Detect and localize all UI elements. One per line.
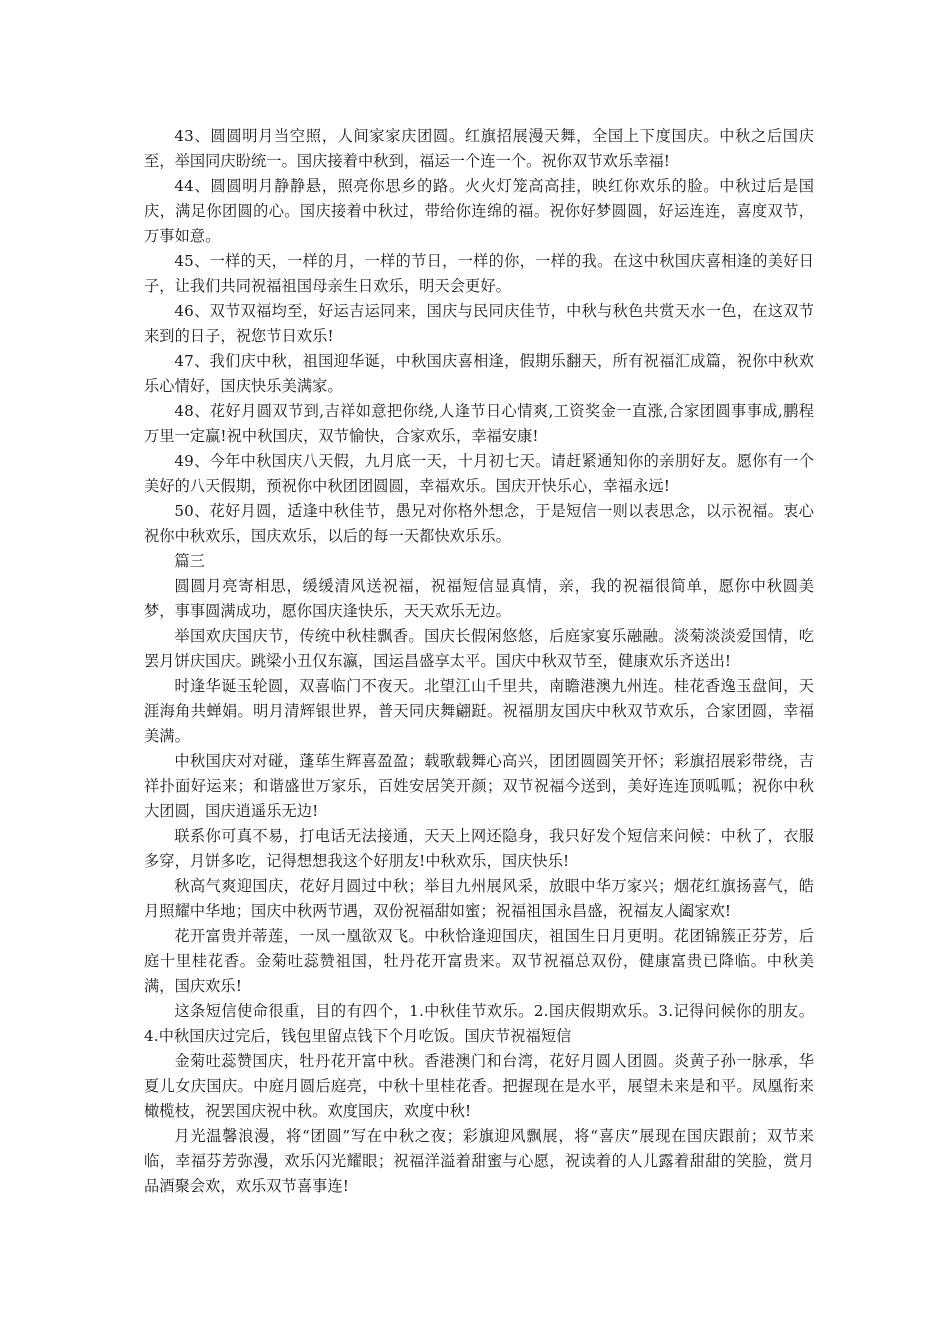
paragraph: 时逢华诞玉轮圆，双喜临门不夜天。北望江山千里共，南瞻港澳九州连。桂花香逸玉盘间，天涯海角共蝉娟。明月清辉银世界，普天同庆舞翩跹。祝福朋友国庆中秋双节欢乐，合家团圆，幸福美满。	[144, 677, 814, 745]
paragraph: 联系你可真不易，打电话无法接通，天天上网还隐身，我只好发个短信来问候：中秋了，衣服多穿，月饼多吃，记得想想我这个好朋友!中秋欢乐，国庆快乐!	[144, 827, 814, 870]
paragraph-46: 46、双节双福均至，好运吉运同来，国庆与民同庆佳节，中秋与秋色共赏天水一色，在这双节来到的日子，祝您节日欢乐!	[144, 302, 814, 345]
paragraph-48: 48、花好月圆双节到,吉祥如意把你绕,人逢节日心情爽,工资奖金一直涨,合家团圆事事成,鹏程万里一定赢!祝中秋国庆，双节愉快，合家欢乐，幸福安康!	[144, 402, 814, 445]
paragraph-49: 49、今年中秋国庆八天假，九月底一天，十月初七天。请赶紧通知你的亲朋好友。愿你有一个美好的八天假期，预祝你中秋团团圆圆，幸福欢乐。国庆开快乐心，幸福永远!	[144, 452, 814, 495]
paragraph-47: 47、我们庆中秋，祖国迎华诞，中秋国庆喜相逢，假期乐翻天，所有祝福汇成篇，祝你中秋欢乐心情好，国庆快乐美满家。	[144, 352, 814, 395]
paragraph-45: 45、一样的天，一样的月，一样的节日，一样的你，一样的我。在这中秋国庆喜相逢的美好日子，让我们共同祝福祖国母亲生日欢乐，明天会更好。	[144, 252, 814, 295]
paragraph: 中秋国庆对对碰，蓬荜生辉喜盈盈；载歌载舞心高兴，团团圆圆笑开怀；彩旗招展彩带绕，吉祥扑面好运来；和谐盛世万家乐，百姓安居笑开颜；双节祝福今送到，美好连连顶呱呱；祝你中秋大团圆，国庆逍遥乐无边!	[144, 752, 814, 820]
paragraph: 秋高气爽迎国庆，花好月圆过中秋；举目九州展风采，放眼中华万家兴；烟花红旗扬喜气，皓月照耀中华地；国庆中秋两节遇，双份祝福甜如蜜；祝福祖国永昌盛，祝福友人阖家欢!	[144, 877, 814, 920]
paragraph: 举国欢庆国庆节，传统中秋桂飘香。国庆长假闲悠悠，后庭家宴乐融融。淡菊淡淡爱国情，吃罢月饼庆国庆。跳梁小丑仅东瀛，国运昌盛享太平。国庆中秋双节至，健康欢乐齐送出!	[144, 627, 814, 670]
paragraph-43: 43、圆圆明月当空照，人间家家庆团圆。红旗招展漫天舞，全国上下度国庆。中秋之后国庆至，举国同庆盼统一。国庆接着中秋到，福运一个连一个。祝你双节欢乐幸福!	[144, 127, 814, 170]
paragraph: 金菊吐蕊赞国庆，牡丹花开富中秋。香港澳门和台湾，花好月圆人团圆。炎黄子孙一脉承，华夏儿女庆国庆。中庭月圆后庭亮，中秋十里桂花香。把握现在是水平，展望未来是和平。凤凰衔来橄榄枝，祝罢国庆祝中秋。欢度国庆，欢度中秋!	[144, 1052, 814, 1120]
paragraph: 花开富贵并蒂莲，一凤一凰欲双飞。中秋恰逢迎国庆，祖国生日月更明。花团锦簇正芬芳，后庭十里桂花香。金菊吐蕊赞祖国，牡丹花开富贵来。双节祝福总双份，健康富贵已降临。中秋美满，国庆欢乐!	[144, 927, 814, 995]
paragraph-44: 44、圆圆明月静静悬，照亮你思乡的路。火火灯笼高高挂，映红你欢乐的脸。中秋过后是国庆，满足你团圆的心。国庆接着中秋过，带给你连绵的福。祝你好梦圆圆，好运连连，喜度双节，万事如意。	[144, 177, 814, 245]
paragraph: 月光温馨浪漫，将“团圆”写在中秋之夜；彩旗迎风飘展，将“喜庆”展现在国庆跟前；双节来临，幸福芬芳弥漫，欢乐闪光耀眼；祝福洋溢着甜蜜与心愿，祝读着的人儿露着甜甜的笑脸，赏月品酒聚会欢，欢乐双节喜事连!	[144, 1127, 814, 1195]
paragraph-50: 50、花好月圆，适逢中秋佳节，愚兄对你格外想念，于是短信一则以表思念，以示祝福。衷心祝你中秋欢乐，国庆欢乐，以后的每一天都快欢乐乐。	[144, 502, 814, 545]
document-body	[144, 124, 814, 1199]
paragraph: 这条短信使命很重，目的有四个，1.中秋佳节欢乐。2.国庆假期欢乐。3.记得问候你的朋友。4.中秋国庆过完后，钱包里留点钱下个月吃饭。国庆节祝福短信	[144, 1002, 814, 1045]
paragraph: 圆圆月亮寄相思，缓缓清风送祝福，祝福短信显真情，亲，我的祝福很简单，愿你中秋圆美梦，事事圆满成功，愿你国庆逢快乐，天天欢乐无边。	[144, 577, 814, 620]
section-title: 篇三	[174, 552, 205, 570]
